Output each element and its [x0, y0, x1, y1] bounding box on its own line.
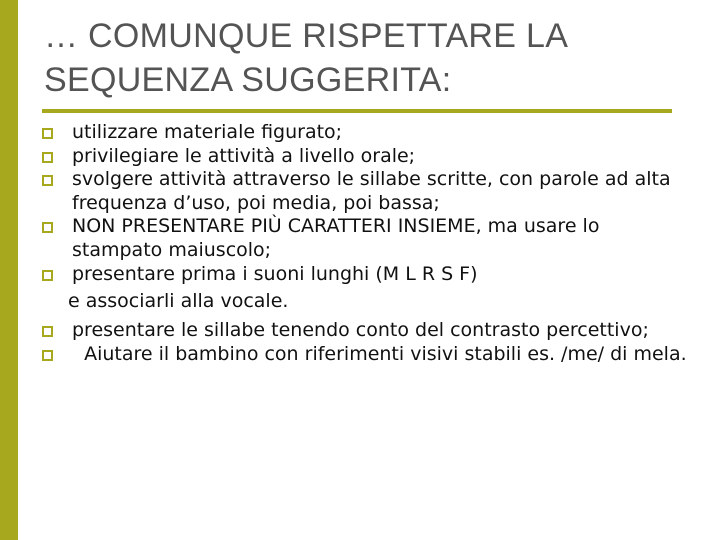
- left-accent-bar: [0, 0, 18, 540]
- list-item: [40, 319, 700, 343]
- title-line-2: SEQUENZA SUGGERITA:: [44, 61, 452, 99]
- list-item-text: Aiutare il bambino con riferimenti visivi stabili es. /me/ di mela.: [72, 342, 687, 365]
- slide-title: [44, 14, 684, 102]
- hollow-square-bullet-icon: [42, 270, 53, 281]
- list-item-text: presentare prima i suoni lunghi (M L R S F): [72, 262, 478, 285]
- list-item-text: NON PRESENTARE PIÙ CARATTERI INSIEME, ma usare lo stampato maiuscolo;: [72, 215, 618, 261]
- hollow-square-bullet-icon: [42, 350, 53, 361]
- list-item-text: presentare le sillabe tenendo conto del contrasto percettivo;: [72, 319, 649, 342]
- list-item: [40, 215, 700, 262]
- hollow-square-bullet-icon: [42, 222, 53, 233]
- list-item: [40, 343, 700, 367]
- hollow-square-bullet-icon: [42, 175, 53, 186]
- bullet-list: [40, 121, 700, 366]
- hollow-square-bullet-icon: [42, 326, 53, 337]
- list-item: [40, 121, 700, 145]
- list-item-text: privilegiare le attività a livello orale;: [72, 144, 416, 167]
- title-underline: [42, 109, 672, 113]
- list-item-continuation: e associarli alla vocale.: [68, 290, 289, 313]
- list-item: [40, 168, 700, 215]
- list-item-text: svolgere attività attraverso le sillabe scritte, con parole ad alta frequenza d’uso, poi media, poi bassa;: [72, 168, 671, 214]
- list-item: [40, 263, 700, 320]
- list-item: [40, 145, 700, 169]
- list-item-text: utilizzare materiale figurato;: [72, 121, 343, 143]
- title-line-1: … COMUNQUE RISPETTARE LA: [44, 17, 569, 55]
- hollow-square-bullet-icon: [42, 128, 53, 139]
- hollow-square-bullet-icon: [42, 152, 53, 163]
